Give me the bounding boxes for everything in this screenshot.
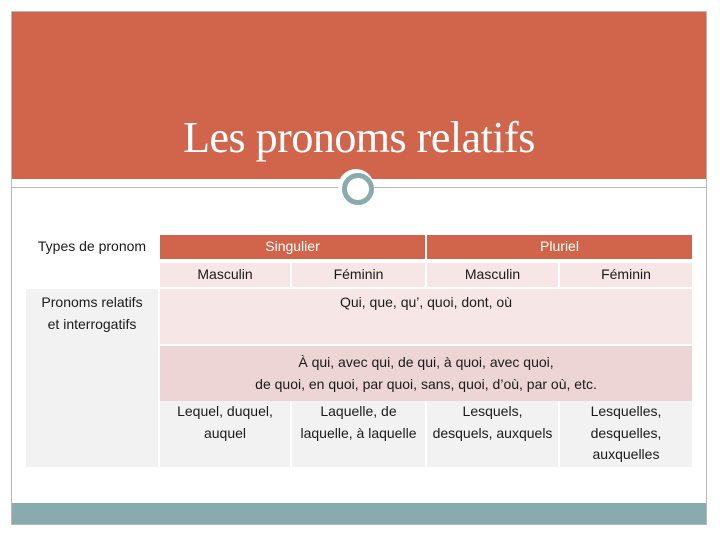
header-pluriel: Pluriel (427, 235, 692, 259)
subheader-feminin-pluriel: Féminin (560, 263, 692, 287)
row-label-pronoms-relatifs: Pronoms relatifs et interrogatifs (26, 289, 158, 467)
subheader-masculin-pluriel: Masculin (427, 263, 558, 287)
cell-lequel: Lequel, duquel, auquel (160, 401, 290, 467)
cell-lesquels: Lesquels, desquels, auxquels (427, 401, 558, 467)
subheader-feminin-singulier: Féminin (292, 263, 425, 287)
footer-band (12, 503, 706, 524)
header-types-de-pronom: Types de pronom (37, 238, 147, 255)
subheader-masculin-singulier: Masculin (160, 263, 290, 287)
row-a-qui: À qui, avec qui, de qui, à quoi, avec quoi, de quoi, en quoi, par quoi, sans, quoi, d’où, par où, etc. (160, 346, 692, 401)
slide-title: Les pronoms relatifs (183, 113, 535, 162)
header-singulier: Singulier (160, 235, 425, 259)
cell-laquelle: Laquelle, de laquelle, à laquelle (292, 401, 425, 467)
circle-ornament-icon (342, 173, 374, 205)
row-qui-que: Qui, que, qu’, quoi, dont, où (160, 289, 692, 344)
cell-lesquelles: Lesquelles, desquelles, auxquelles (560, 401, 692, 467)
